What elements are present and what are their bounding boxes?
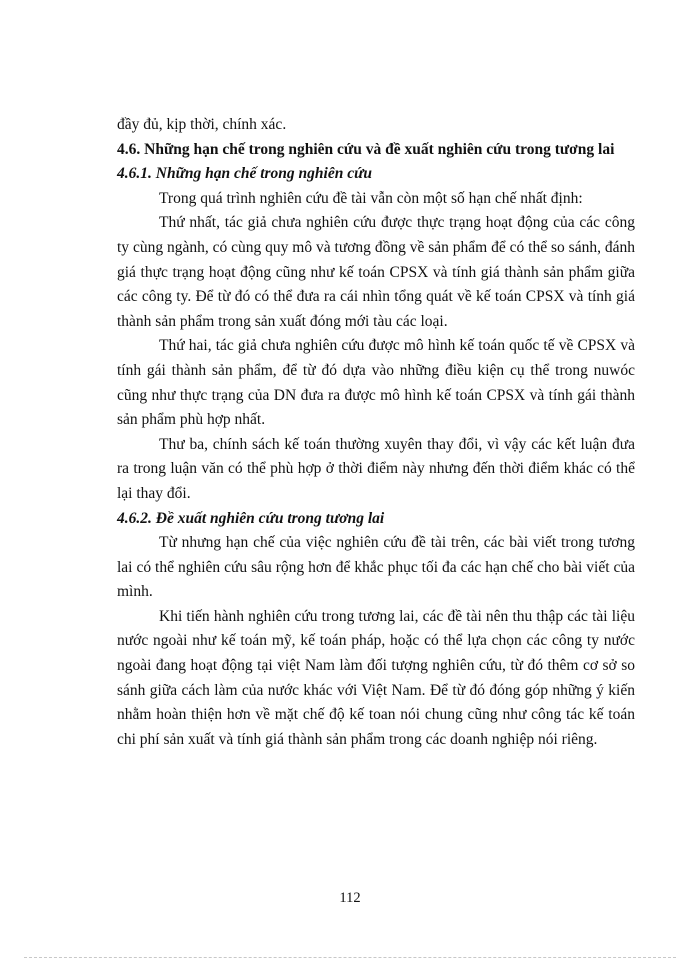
page-number: 112 [339,890,361,906]
paragraph-limitation-first: Thứ nhất, tác giả chưa nghiên cứu được thực trạng hoạt động của các công ty cùng ngành, có cùng quy mô và tương đồng về sản phẩm để có thể so sánh, đánh giá thực trạng hoạt động cũng như kế toán CPSX và tính giá thành sản phẩm giữa các công ty. Để từ đó có thể đưa ra cái nhìn tổng quát về kế toán CPSX và tính giá thành sản phẩm trong sản xuất đóng mới tàu các loại. [117,214,635,330]
paragraph-future-research-detail: Khi tiến hành nghiên cứu trong tương lai, các đề tài nên thu thập các tài liệu nước ngoài như kế toán mỹ, kế toán pháp, hoặc có thể lựa chọn các công ty nước ngoài đang hoạt động tại việt Nam làm đối tượng nghiên cứu, từ đó thêm cơ sở so sánh giữa cách làm của nước khác với Việt Nam. Để từ đó đóng góp những ý kiến nhằm hoàn thiện hơn về mặt chế độ kế toan nói chung cũng như công tác kế toán chi phí sản xuất và tính giá thành sản phẩm trong các doanh nghiệp nói riêng. [117,607,635,748]
page-bottom-divider [24,957,676,958]
paragraph-limitations-intro: Trong quá trình nghiên cứu đề tài vẫn còn một số hạn chế nhất định: [159,189,583,207]
paragraph-future-research-intro: Từ nhưng hạn chế của việc nghiên cứu đề tài trên, các bài viết trong tương lai có thể nghiên cứu sâu rộng hơn để khắc phục tối đa các hạn chế cho bài viết của mình. [117,534,635,601]
subsection-heading-4-6-2: 4.6.2. Đề xuất nghiên cứu trong tương lai [117,509,385,527]
document-body [117,113,635,752]
subsection-heading-4-6-1: 4.6.1. Những hạn chế trong nghiên cứu [117,165,373,183]
section-heading-4-6: 4.6. Những hạn chế trong nghiên cứu và đề xuất nghiên cứu trong tương lai [117,140,615,158]
paragraph-intro-tail: đầy đủ, kịp thời, chính xác. [117,116,287,133]
paragraph-limitation-second: Thứ hai, tác giả chưa nghiên cứu được mô hình kế toán quốc tế về CPSX và tính gái thành sản phẩm, để từ đó dựa vào những điều kiện cụ thể trong nuwóc cũng như thực trạng của DN đưa ra được mô hình kế toán CPSX và tính gái thành sản phẩm phù hợp nhất. [117,337,635,429]
paragraph-limitation-third: Thư ba, chính sách kế toán thường xuyên thay đổi, vì vậy các kết luận đưa ra trong luận văn có thể phù hợp ở thời điểm này nhưng đến thời điểm khác có thể lại thay đổi. [117,435,635,502]
